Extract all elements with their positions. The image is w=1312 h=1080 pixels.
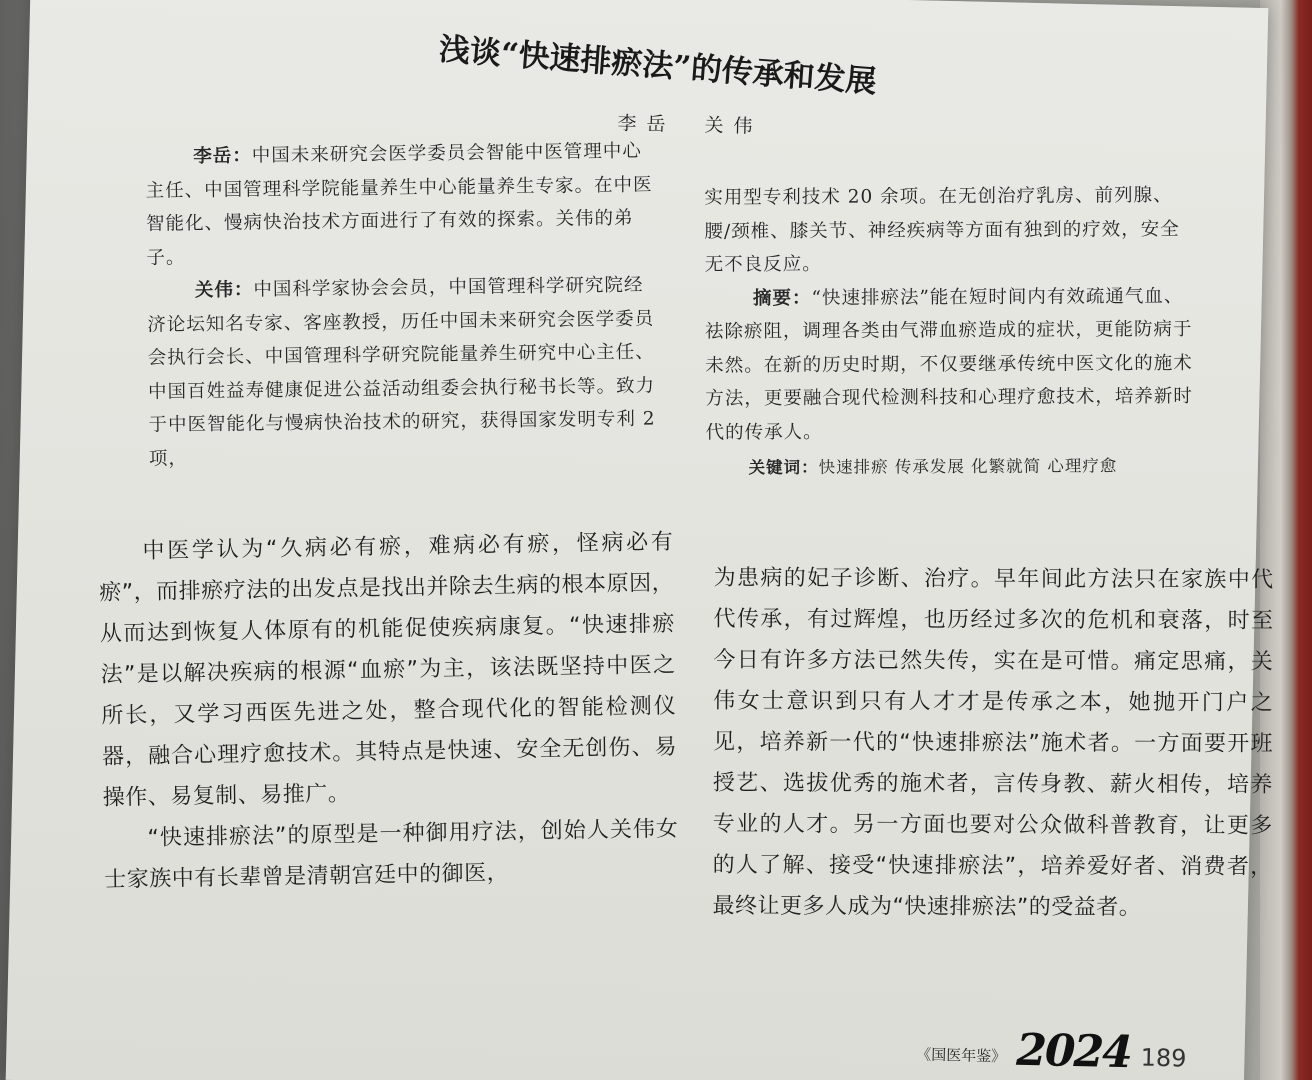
keywords-text: 快速排瘀 传承发展 化繁就简 心理疗愈 [818, 456, 1118, 477]
bio-li-text: 中国未来研究会医学委员会智能中医管理中心主任、中国管理科学院能量养生中心能量养生专家。在中医智能化、慢病快治技术方面进行了有效的探索。关伟的弟子。 [145, 140, 653, 269]
author-bios [145, 134, 664, 475]
abstract-text: “快速排瘀法”能在短时间内有效疏通气血、祛除瘀阻，调理各类由气滞血瘀造成的症状，更能防病于未然。在新的历史时期，不仅要继承传统中医文化的施术方法，更要融合现代检测科技和心理疗愈技术，培养新时代的传承人。 [704, 285, 1193, 443]
keywords [706, 449, 1196, 485]
abstract-block [704, 179, 1196, 485]
book-page [6, 0, 1274, 1080]
bio-guan-text: 中国科学家协会会员，中国管理科学研究院经济论坛知名专家、客座教授，历任中国未来研究会医学委员会执行会长、中国管理科学研究院能量养生研究中心主任、中国百姓益寿健康促进公益活动组委会执行秘书长等。致力于中医智能化与慢病快治技术的研究，获得国家发明专利 2 项， [147, 274, 656, 470]
bio-li-label: 李岳： [193, 145, 252, 168]
body-paragraph-2: “快速排瘀法”的原型是一种御用疗法，创始人关伟女士家族中有长辈曾是清朝宫廷中的御医， [104, 816, 679, 893]
bio-guan-label: 关伟： [194, 279, 254, 302]
body-paragraph-2-continued: 为患病的妃子诊断、治疗。早年间此方法只在家族中代代传承，有过辉煌，也历经过多次的危机和衰落，时至今日有许多方法已然失传，实在是可惜。痛定思痛，关伟女士意识到只有人才才是传承之本，她抛开门户之见，培养新一代的“快速排瘀法”施术者。一方面要开班授艺、选拔优秀的施术者，言传身教、薪火相传，培养专业的人才。另一方面也要对公众做科普教育，让更多的人了解、接受“快速排瘀法”，培养爱好者、消费者，最终让更多人成为“快速排瘀法”的受益者。 [712, 565, 1274, 921]
body-paragraph-1: 中医学认为“久病必有瘀，难病必有瘀，怪病必有瘀”，而排瘀疗法的出发点是找出并除去生病的根本原因，从而达到恢复人体原有的机能促使疾病康复。“快速排瘀法”是以解决疾病的根源“血瘀”为主，该法既坚持中医之所长，又学习西医先进之处，整合现代化的智能检测仪器，融合心理疗愈技术。其特点是快速、安全无创伤、易操作、易复制、易推广。 [98, 529, 678, 811]
body-column-right [712, 558, 1273, 929]
year-logo: 2024 [1015, 1024, 1132, 1079]
bio-guan-continued: 实用型专利技术 20 余项。在无创治疗乳房、前列腺、腰/颈椎、膝关节、神经疾病等方面有独到的疗效，安全无不良反应。 [704, 184, 1180, 276]
page-number: 189 [1140, 1043, 1187, 1073]
page-footer [915, 1024, 1187, 1079]
bio-li [145, 134, 662, 274]
article-title: 浅谈“快速排瘀法”的传承和发展 [437, 31, 878, 101]
journal-name: 《国医年鉴》 [915, 1045, 1007, 1066]
bio-guan [147, 268, 664, 475]
body-column-left [98, 522, 679, 901]
abstract-label: 摘要： [752, 287, 812, 309]
abstract [705, 279, 1196, 449]
article-authors: 李岳 关伟 [617, 112, 763, 138]
keywords-label: 关键词： [748, 457, 819, 478]
